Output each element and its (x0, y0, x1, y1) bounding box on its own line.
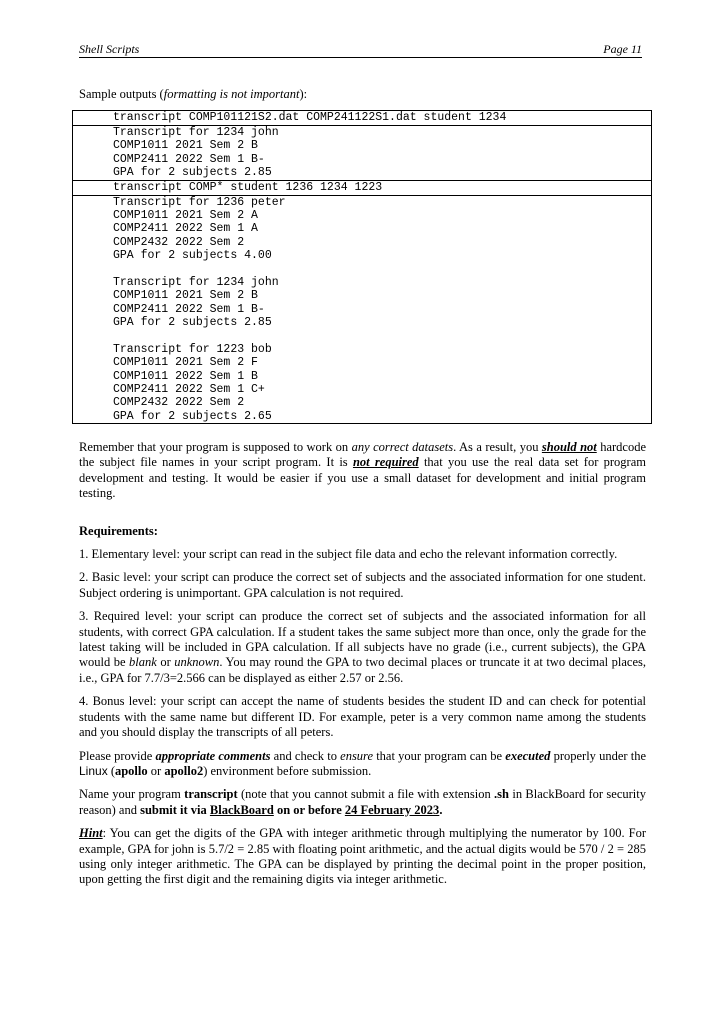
requirements-heading: Requirements: (79, 523, 158, 538)
output-line: GPA for 2 subjects 2.85 (113, 166, 272, 180)
sample-output-box (72, 110, 652, 424)
requirement-basic: 2. Basic level: your script can produce the correct set of subjects and the associated information for one student. Subject ordering is unimportant. GPA calculation is not required. (79, 570, 646, 600)
output-line: COMP1011 2021 Sem 2 A (113, 208, 258, 222)
output-block-2 (73, 196, 651, 424)
output-line: COMP2432 2022 Sem 2 (113, 396, 245, 410)
header-title: Shell Scripts (79, 42, 140, 56)
output-line: GPA for 2 subjects 2.85 (113, 316, 272, 330)
output-line: COMP1011 2021 Sem 2 B (113, 139, 258, 153)
output-line: COMP2411 2022 Sem 1 B- (113, 302, 265, 316)
output-line: GPA for 2 subjects 4.00 (113, 249, 272, 263)
hint-paragraph: Hint: You can get the digits of the GPA with integer arithmetic through multiplying the numerator by 100. For example, GPA for john is 5.7/2 = 2.85 with floating point arithmetic, and the actual digits would be 570 / 2 = 285 using only integer arithmetic. The GPA can be displayed by printing the decimal point in the proper position, upon getting the first digit and the remaining digits via integer arithmetic. (79, 826, 646, 887)
output-line: Transcript for 1223 bob (113, 342, 272, 356)
output-line: Transcript for 1234 john (113, 126, 279, 139)
sample-outputs-intro: Sample outputs (formatting is not important): (79, 87, 308, 101)
page-header (79, 43, 642, 58)
output-line (113, 263, 651, 276)
document-body (79, 440, 646, 896)
command-line-1: transcript COMP101121S2.dat COMP241122S1.dat student 1234 (73, 111, 651, 126)
output-line: Transcript for 1236 peter (113, 195, 286, 209)
comments-paragraph: Please provide appropriate comments and check to ensure that your program can be executed properly under the Linux (apollo or apollo2) environment before submission. (79, 748, 647, 778)
output-line: COMP2411 2022 Sem 1 A (113, 222, 258, 236)
output-line: COMP2411 2022 Sem 1 B- (113, 152, 265, 166)
output-line (113, 329, 651, 342)
output-line: COMP1011 2021 Sem 2 B (113, 289, 258, 303)
output-line: Transcript for 1234 john (113, 275, 279, 289)
output-line: COMP2411 2022 Sem 1 C+ (113, 383, 265, 397)
remember-paragraph: Remember that your program is supposed to work on any correct datasets. As a result, you should not hardcode the subject file names in your script program. It is not required that you use the real data set for program development and testing. It would be easier if you use a small dataset for development and initial program testing. (79, 440, 646, 501)
output-line: COMP1011 2021 Sem 2 F (113, 356, 258, 370)
requirement-elementary: 1. Elementary level: your script can read in the subject file data and echo the relevant information correctly. (79, 547, 618, 562)
requirement-required: 3. Required level: your script can produce the correct set of subjects and the associated information for all students, with correct GPA calculation. If a student takes the same subject more than once, only the grade for the latest taking will be included in GPA calculation. If all subjects have no grade (i.e., current subjects), the GPA would be blank or unknown. You may round the GPA to two decimal places or truncate it at two decimal places, i.e., GPA for 7.7/3=2.566 can be displayed as either 2.57 or 2.56. (79, 609, 646, 685)
naming-paragraph: Name your program transcript (note that you cannot submit a file with extension .sh in BlackBoard for security reason) and submit it via BlackBoard on or before 24 February 2023. (79, 787, 646, 817)
output-block-1 (73, 126, 651, 180)
requirement-bonus: 4. Bonus level: your script can accept the name of students besides the student ID and can check for potential students with the same name but different ID. For example, peter is a very common name among the students and you should display the transcripts of all peters. (79, 694, 646, 740)
output-line: COMP1011 2022 Sem 1 B (113, 369, 258, 383)
command-line-2: transcript COMP* student 1236 1234 1223 (73, 180, 651, 196)
output-line: COMP2432 2022 Sem 2 (113, 235, 245, 249)
hint-label: Hint (79, 826, 103, 841)
page-number: Page 11 (603, 42, 642, 56)
output-line: GPA for 2 subjects 2.65 (113, 409, 272, 423)
